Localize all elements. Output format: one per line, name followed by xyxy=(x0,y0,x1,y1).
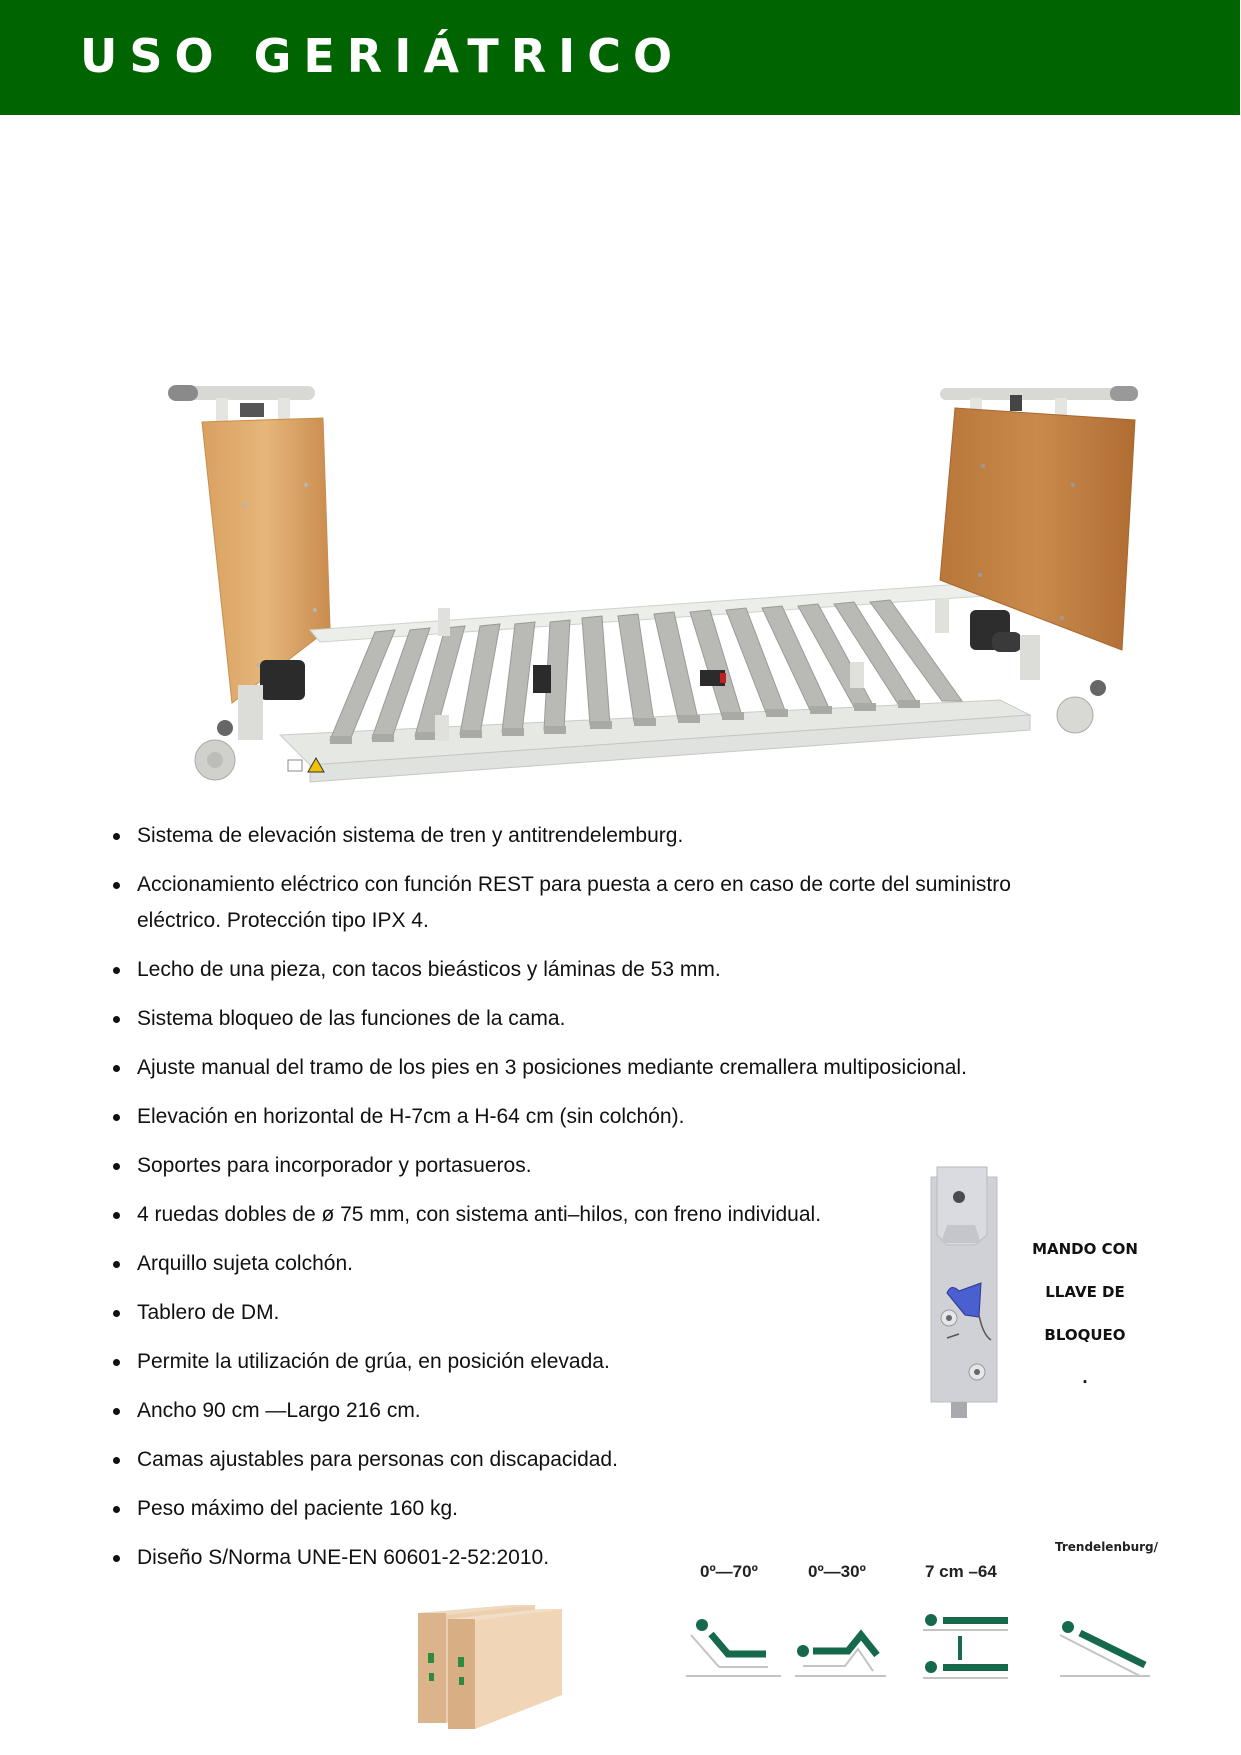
remote-caption: MANDO CON LLAVE DE BLOQUEO . xyxy=(1032,1240,1138,1387)
feature-item: Sistema bloqueo de las funciones de la cama. xyxy=(110,1001,1090,1037)
bullet-icon xyxy=(113,1310,120,1317)
feature-item: Ancho 90 cm —Largo 216 cm. xyxy=(110,1393,890,1429)
bullet-icon xyxy=(113,1261,120,1268)
feature-item: Soportes para incorporador y portasueros. xyxy=(110,1148,890,1184)
position-icons xyxy=(680,1530,1240,1680)
bullet-icon xyxy=(113,1163,120,1170)
bullet-icon xyxy=(113,967,120,974)
bullet-icon xyxy=(113,1016,120,1023)
feature-item: Accionamiento eléctrico con función REST para puesta a cero en caso de corte del suministro eléctrico. Protección tipo IPX 4. xyxy=(110,867,1090,939)
feature-item: Peso máximo del paciente 160 kg. xyxy=(110,1491,890,1527)
position-label: 7 cm –64 xyxy=(925,1562,997,1581)
bullet-icon xyxy=(113,882,120,889)
bullet-icon xyxy=(113,833,120,840)
knee-break-icon xyxy=(793,1615,888,1680)
page-title: USO GERIÁTRICO xyxy=(80,29,685,83)
feature-item: Elevación en horizontal de H-7cm a H-64 cm (sin colchón). xyxy=(110,1099,1090,1135)
backrest-incline-icon xyxy=(686,1615,781,1680)
bullet-icon xyxy=(113,1506,120,1513)
height-elevation-icon xyxy=(923,1614,1008,1678)
trendelenburg-icon xyxy=(1060,1615,1160,1680)
feature-item: Lecho de una pieza, con tacos bieásticos y láminas de 53 mm. xyxy=(110,952,1090,988)
page-header xyxy=(0,0,1240,115)
position-label: Trendelenburg/ xyxy=(1055,1540,1159,1554)
bullet-icon xyxy=(113,1359,120,1366)
position-label: 0º—70º xyxy=(700,1562,758,1581)
position-label: 0º—30º xyxy=(808,1562,866,1581)
hospital-bed-photo-icon xyxy=(160,370,1140,790)
bullet-icon xyxy=(113,1212,120,1219)
feature-item: Arquillo sujeta colchón. xyxy=(110,1246,890,1282)
feature-item: Permite la utilización de grúa, en posición elevada. xyxy=(110,1344,890,1380)
remote-control-photo-icon xyxy=(925,1165,1005,1420)
feature-item: Tablero de DM. xyxy=(110,1295,890,1331)
bullet-icon xyxy=(113,1114,120,1121)
cardboard-boxes-photo-icon xyxy=(410,1595,570,1735)
feature-item: Sistema de elevación sistema de tren y antitrendelemburg. xyxy=(110,818,1090,854)
feature-item: Camas ajustables para personas con discapacidad. xyxy=(110,1442,890,1478)
bullet-icon xyxy=(113,1555,120,1562)
bullet-icon xyxy=(113,1457,120,1464)
feature-item: Ajuste manual del tramo de los pies en 3 posiciones mediante cremallera multiposicional. xyxy=(110,1050,1090,1086)
feature-item: Diseño S/Norma UNE-EN 60601-2-52:2010. xyxy=(110,1540,890,1576)
bullet-icon xyxy=(113,1065,120,1072)
feature-item: 4 ruedas dobles de ø 75 mm, con sistema anti–hilos, con freno individual. xyxy=(110,1197,890,1233)
bullet-icon xyxy=(113,1408,120,1415)
